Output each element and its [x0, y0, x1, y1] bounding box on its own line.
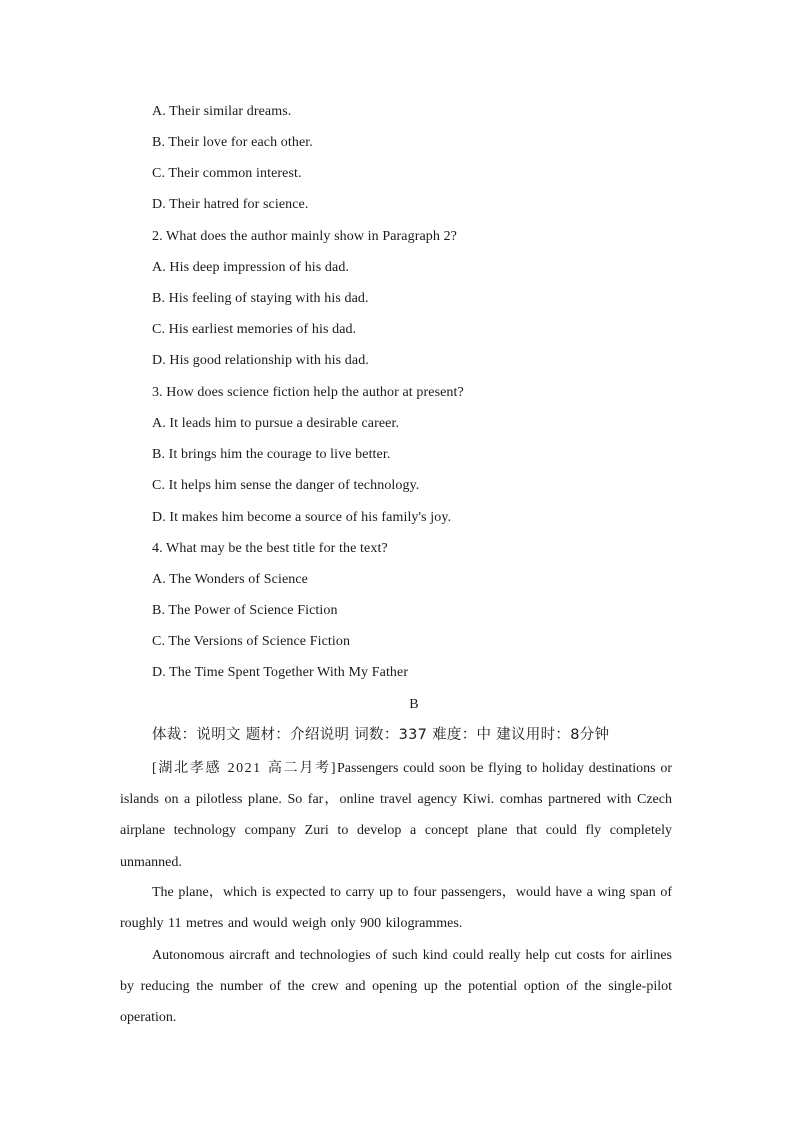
q2-option-a: A. His deep impression of his dad.: [152, 260, 350, 275]
q3-stem: 3. How does science fiction help the author at present?: [152, 385, 464, 400]
q3-option-b: B. It brings him the courage to live better.: [152, 447, 391, 462]
q4-option-b: B. The Power of Science Fiction: [152, 603, 338, 618]
passage-meta: 体裁：说明文 题材：介绍说明 词数：337 难度：中 建议用时：8分钟: [152, 727, 610, 743]
passage-p1-text: Passengers could soon be flying to holiday destinations or islands on a pilotless plane. So far，online travel agency Kiwi. comhas partnered with Czech airplane technology company Zuri to develop a concept plane that could fly completely unmanned.: [120, 761, 672, 870]
q1-option-a: A. Their similar dreams.: [152, 104, 292, 119]
q1-option-c: C. Their common interest.: [152, 166, 302, 181]
q1-option-d: D. Their hatred for science.: [152, 197, 309, 212]
passage-paragraph-3: [120, 940, 672, 1034]
q2-stem: 2. What does the author mainly show in Paragraph 2?: [152, 229, 457, 244]
q4-stem: 4. What may be the best title for the text?: [152, 541, 388, 556]
q2-option-c: C. His earliest memories of his dad.: [152, 322, 357, 337]
passage-source-tag: [湖北孝感 2021 高二月考]: [152, 761, 337, 776]
q4-option-d: D. The Time Spent Together With My Father: [152, 665, 409, 680]
q4-option-c: C. The Versions of Science Fiction: [152, 634, 351, 649]
q3-option-d: D. It makes him become a source of his family's joy.: [152, 510, 452, 525]
q3-option-c: C. It helps him sense the danger of technology.: [152, 478, 420, 493]
section-label: B: [409, 697, 419, 712]
passage-paragraph-1: [120, 753, 672, 878]
q1-option-b: B. Their love for each other.: [152, 135, 313, 150]
q3-option-a: A. It leads him to pursue a desirable career.: [152, 416, 400, 431]
q4-option-a: A. The Wonders of Science: [152, 572, 308, 587]
q2-option-b: B. His feeling of staying with his dad.: [152, 291, 369, 306]
passage-p3-text: Autonomous aircraft and technologies of such kind could really help cut costs for airlines by reducing the number of the crew and opening up the potential option of the single-pilot operation.: [120, 948, 672, 1026]
q2-option-d: D. His good relationship with his dad.: [152, 353, 369, 368]
passage-p2-text: The plane，which is expected to carry up to four passengers，would have a wing span of roughly 11 metres and would weigh only 900 kilogrammes.: [120, 885, 672, 932]
passage-paragraph-2: [120, 877, 672, 939]
